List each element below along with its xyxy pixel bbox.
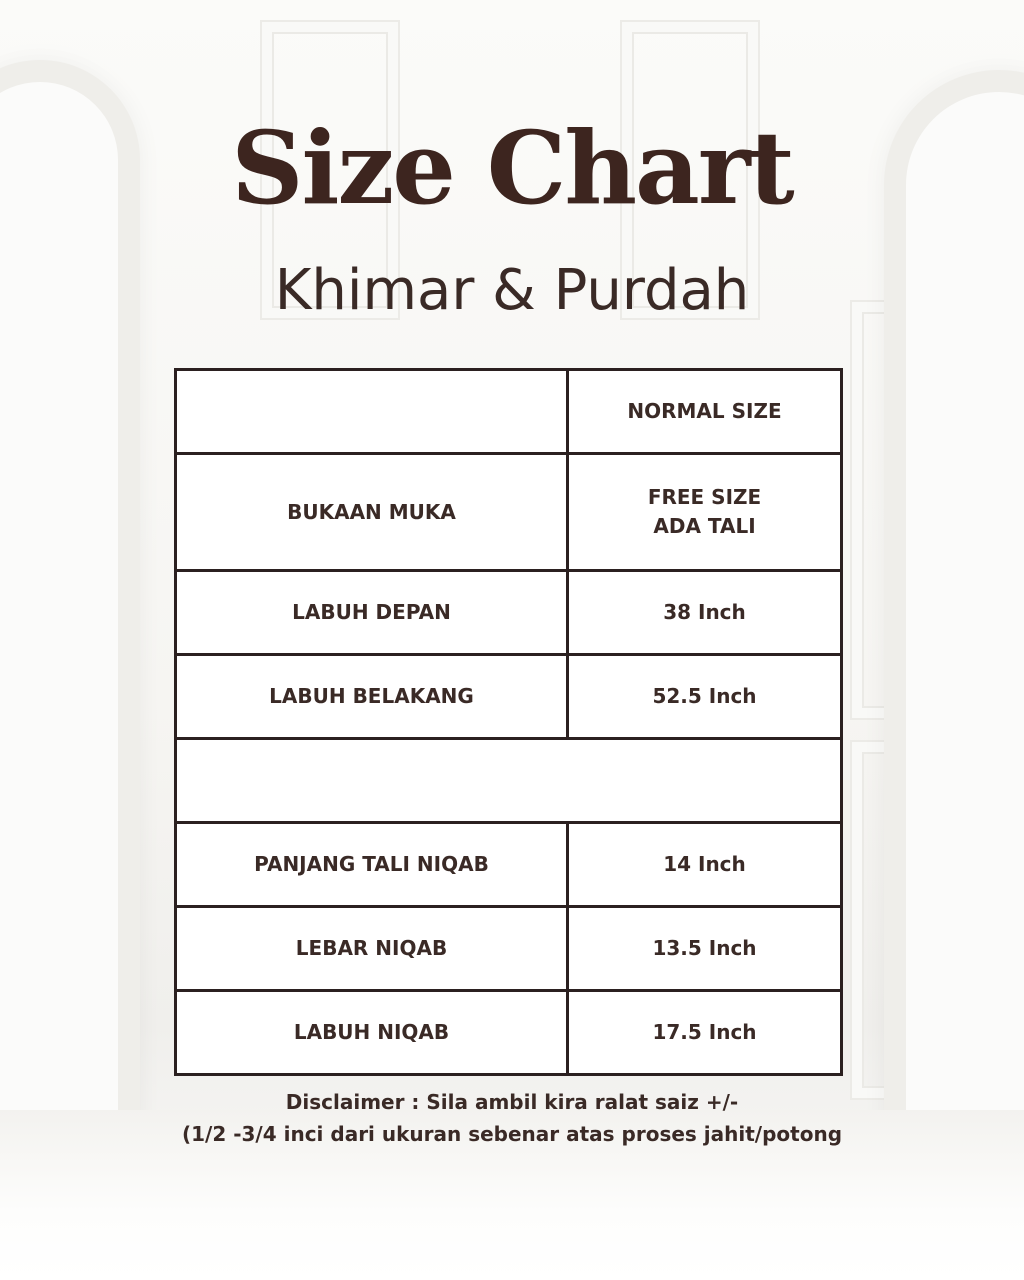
row-value: 52.5 Inch <box>568 655 842 739</box>
row-label: PANJANG TALI NIQAB <box>176 823 568 907</box>
right-arch <box>884 70 1024 1230</box>
disclaimer-line-2: (1/2 -3/4 inci dari ukuran sebenar atas proses jahit/potong <box>181 1122 843 1146</box>
table-row <box>176 823 842 907</box>
row-label: LABUH DEPAN <box>176 571 568 655</box>
table-row <box>176 991 842 1075</box>
header-normal-size: NORMAL SIZE <box>568 370 842 454</box>
row-value: FREE SIZE ADA TALI <box>568 454 842 571</box>
row-label: LABUH BELAKANG <box>176 655 568 739</box>
row-label: BUKAAN MUKA <box>176 454 568 571</box>
row-value: 17.5 Inch <box>568 991 842 1075</box>
row-value: 38 Inch <box>568 571 842 655</box>
disclaimer-line-1: Disclaimer : Sila ambil kira ralat saiz +/- <box>285 1090 739 1114</box>
table-row <box>176 571 842 655</box>
row-value: 14 Inch <box>568 823 842 907</box>
page-subtitle: Khimar & Purdah <box>274 258 750 323</box>
table-row <box>176 454 842 571</box>
size-table <box>174 368 843 1076</box>
table-spacer-row <box>176 739 842 823</box>
page-title: Size Chart <box>231 109 793 227</box>
table-header-row <box>176 370 842 454</box>
spacer-cell <box>176 739 842 823</box>
table-row <box>176 907 842 991</box>
header-label-cell <box>176 370 568 454</box>
left-arch <box>0 60 140 1220</box>
row-label: LABUH NIQAB <box>176 991 568 1075</box>
row-value: 13.5 Inch <box>568 907 842 991</box>
row-label: LEBAR NIQAB <box>176 907 568 991</box>
table-row <box>176 655 842 739</box>
disclaimer <box>0 1086 1024 1150</box>
